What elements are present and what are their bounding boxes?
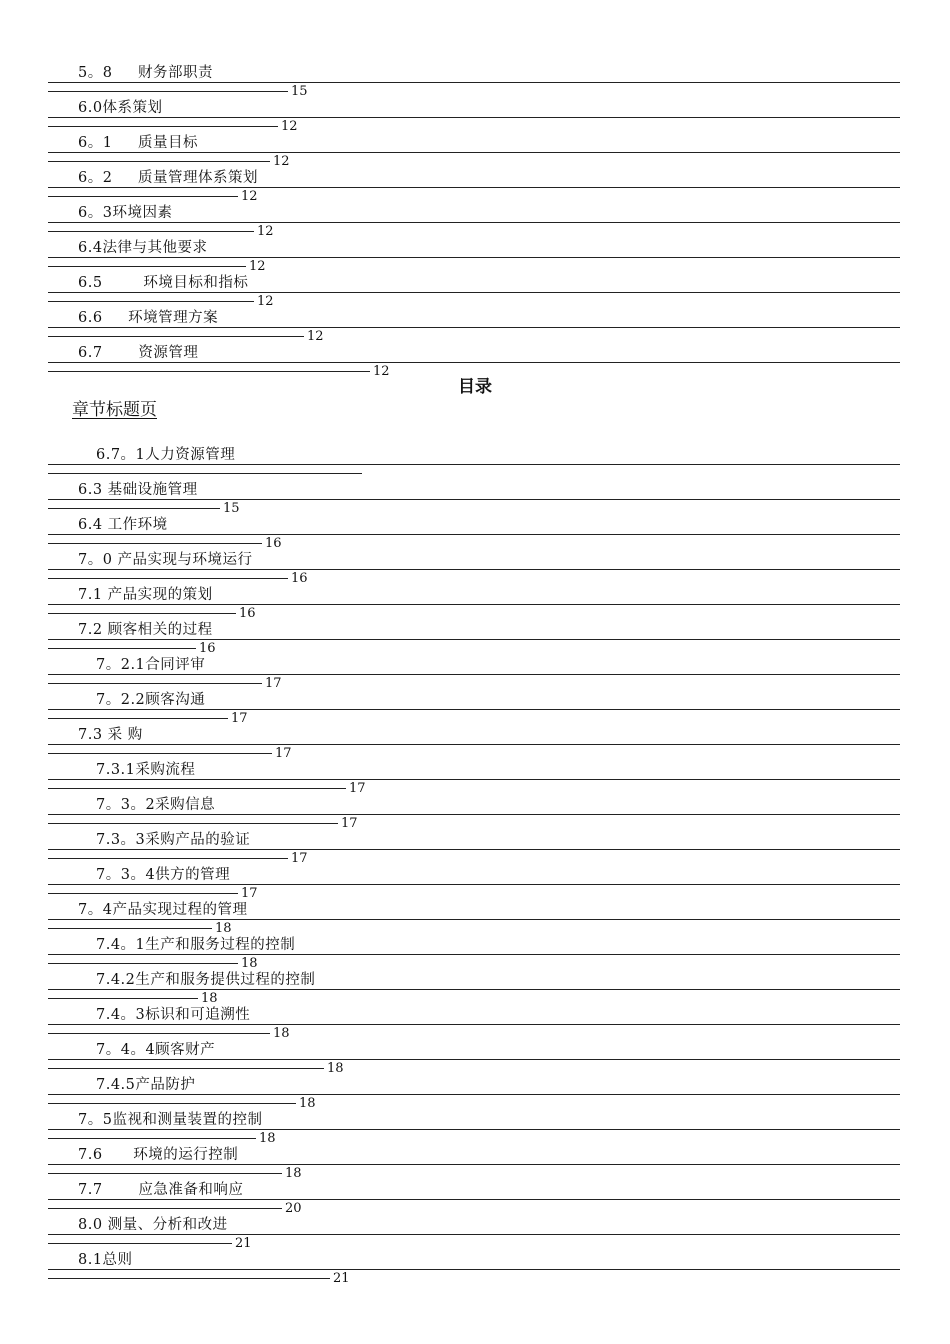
page-leader	[48, 1033, 270, 1034]
toc-entry	[48, 167, 900, 204]
page-leader	[48, 508, 220, 509]
document-heading: 目录	[458, 377, 492, 397]
toc-entry-page: 17	[231, 711, 248, 726]
toc-entry-page: 20	[285, 1201, 302, 1216]
page-leader	[48, 718, 228, 719]
toc-entry	[48, 969, 900, 1006]
leader-line	[48, 814, 900, 815]
page-leader	[48, 788, 346, 789]
toc-entry-title: 7。4产品实现过程的管理	[78, 902, 251, 919]
leader-line	[48, 1199, 900, 1200]
leader-line	[48, 1094, 900, 1095]
leader-line	[48, 569, 900, 570]
toc-entry	[48, 619, 900, 656]
toc-entry-page: 18	[327, 1061, 344, 1076]
toc-entry-page: 12	[273, 154, 290, 169]
toc-entry	[48, 759, 900, 796]
toc-entry	[48, 689, 900, 726]
leader-line	[48, 257, 900, 258]
toc-entry-page: 17	[265, 676, 282, 691]
toc-entry-title: 7。5监视和测量装置的控制	[78, 1112, 266, 1129]
page-leader	[48, 1138, 256, 1139]
leader-line	[48, 919, 900, 920]
toc-entry-page: 12	[373, 364, 390, 379]
toc-entry-title: 7.3。3采购产品的验证	[96, 832, 254, 849]
page-leader	[48, 336, 304, 337]
toc-entry-title: 6.4法律与其他要求	[78, 240, 212, 257]
leader-line	[48, 152, 900, 153]
leader-line	[48, 464, 900, 465]
toc-entry-page: 18	[285, 1166, 302, 1181]
toc-entry-page: 16	[265, 536, 282, 551]
toc-entry-page: 17	[241, 886, 258, 901]
leader-line	[48, 674, 900, 675]
toc-entry	[48, 1004, 900, 1041]
toc-entry-title: 6.5 环境目标和指标	[78, 275, 252, 292]
toc-entry-title: 6.7 资源管理	[78, 345, 202, 362]
leader-line	[48, 499, 900, 500]
toc-entry-title: 6.0体系策划	[78, 100, 167, 117]
toc-entry-title: 6。1 质量目标	[78, 135, 202, 152]
leader-line	[48, 639, 900, 640]
toc-entry	[48, 794, 900, 831]
toc-entry-page: 12	[281, 119, 298, 134]
toc-entry-title: 7。3。4供方的管理	[96, 867, 234, 884]
leader-line	[48, 1234, 900, 1235]
page-leader	[48, 301, 254, 302]
leader-line	[48, 1024, 900, 1025]
toc-entry-page: 16	[199, 641, 216, 656]
toc-entry-page: 16	[291, 571, 308, 586]
toc-entry	[48, 272, 900, 309]
toc-entry	[48, 899, 900, 936]
toc-entry-page: 18	[241, 956, 258, 971]
leader-line	[48, 292, 900, 293]
toc-entry	[48, 654, 900, 691]
toc-entry-page: 18	[259, 1131, 276, 1146]
page-leader	[48, 126, 278, 127]
leader-line	[48, 327, 900, 328]
page-leader	[48, 1173, 282, 1174]
toc-entry-title: 6.6 环境管理方案	[78, 310, 222, 327]
page-leader	[48, 683, 262, 684]
toc-entry-page: 17	[291, 851, 308, 866]
toc-entry-title: 7.3.1采购流程	[96, 762, 199, 779]
toc-entry-title: 7.1 产品实现的策划	[78, 587, 217, 604]
page-leader	[48, 998, 198, 999]
leader-line	[48, 82, 900, 83]
toc-entry	[48, 479, 900, 516]
toc-entry	[48, 724, 900, 761]
toc-entry-title: 6.4 工作环境	[78, 517, 172, 534]
toc-entry	[48, 237, 900, 274]
page-leader	[48, 1278, 330, 1279]
leader-line	[48, 989, 900, 990]
leader-line	[48, 604, 900, 605]
toc-entry-page: 18	[201, 991, 218, 1006]
toc-entry	[48, 1074, 900, 1111]
toc-entry	[48, 307, 900, 344]
page-leader	[48, 893, 238, 894]
page-leader	[48, 823, 338, 824]
page-leader	[48, 1068, 324, 1069]
page-leader	[48, 963, 238, 964]
toc-entry	[48, 62, 900, 99]
toc-entry-page: 12	[257, 224, 274, 239]
toc-entry	[48, 584, 900, 621]
toc-entry-title: 6.7。1人力资源管理	[96, 447, 239, 464]
toc-entry-title: 7.3 采 购	[78, 727, 147, 744]
page-leader	[48, 196, 238, 197]
page-leader	[48, 753, 272, 754]
toc-entry-page: 17	[349, 781, 366, 796]
toc-entry-page: 15	[223, 501, 240, 516]
toc-entry	[48, 514, 900, 551]
toc-entry	[48, 1214, 900, 1251]
toc-entry	[48, 1144, 900, 1181]
toc-entry-title: 7。0 产品实现与环境运行	[78, 552, 257, 569]
toc-entry-page: 17	[341, 816, 358, 831]
column-header: 章节标题页	[72, 400, 157, 420]
toc-entry-title: 5。8 财务部职责	[78, 65, 217, 82]
toc-entry-title: 7.2 顾客相关的过程	[78, 622, 217, 639]
toc-entry-page: 12	[241, 189, 258, 204]
page-leader	[48, 1243, 232, 1244]
toc-entry-page: 18	[299, 1096, 316, 1111]
leader-line	[48, 744, 900, 745]
toc-entry-title: 7。2.1合同评审	[96, 657, 209, 674]
page-leader	[48, 1208, 282, 1209]
toc-entry-page: 15	[291, 84, 308, 99]
toc-entry-title: 7。4。4顾客财产	[96, 1042, 219, 1059]
toc-entry	[48, 97, 900, 134]
toc-entry	[48, 202, 900, 239]
leader-line	[48, 187, 900, 188]
page-leader	[48, 578, 288, 579]
leader-line	[48, 1059, 900, 1060]
page-leader	[48, 161, 270, 162]
toc-entry-page: 18	[215, 921, 232, 936]
toc-entry-page: 12	[257, 294, 274, 309]
toc-entry-title: 6。3环境因素	[78, 205, 176, 222]
page-leader	[48, 91, 288, 92]
leader-line	[48, 1269, 900, 1270]
toc-entry-page: 12	[307, 329, 324, 344]
page-leader	[48, 858, 288, 859]
toc-entry-page: 21	[235, 1236, 252, 1251]
toc-entry	[48, 864, 900, 901]
leader-line	[48, 534, 900, 535]
toc-entry	[48, 549, 900, 586]
leader-line	[48, 954, 900, 955]
page-leader	[48, 543, 262, 544]
page-leader	[48, 928, 212, 929]
leader-line	[48, 1129, 900, 1130]
toc-entry	[48, 444, 900, 478]
toc-entry	[48, 1249, 900, 1286]
leader-line	[48, 884, 900, 885]
toc-entry	[48, 1179, 900, 1216]
leader-line	[48, 117, 900, 118]
toc-entry-page: 16	[239, 606, 256, 621]
page-leader	[48, 613, 236, 614]
leader-line	[48, 849, 900, 850]
toc-entry-title: 8.0 测量、分析和改进	[78, 1217, 232, 1234]
leader-line	[48, 222, 900, 223]
leader-line	[48, 709, 900, 710]
toc-entry-title: 7.4。3标识和可追溯性	[96, 1007, 254, 1024]
toc-entry	[48, 1109, 900, 1146]
toc-entry	[48, 829, 900, 866]
page-leader	[48, 1103, 296, 1104]
toc-entry	[48, 342, 900, 379]
toc-entry-page: 18	[273, 1026, 290, 1041]
leader-line	[48, 779, 900, 780]
toc-entry-page: 12	[249, 259, 266, 274]
toc-entry-title: 7.4.5产品防护	[96, 1077, 199, 1094]
toc-entry-title: 6。2 质量管理体系策划	[78, 170, 262, 187]
toc-entry-title: 7.4。1生产和服务过程的控制	[96, 937, 299, 954]
toc-entry-title: 6.3 基础设施管理	[78, 482, 202, 499]
leader-line	[48, 362, 900, 363]
page-leader	[48, 266, 246, 267]
toc-entry-title: 7.7 应急准备和响应	[78, 1182, 247, 1199]
page-leader	[48, 473, 362, 474]
page-leader	[48, 648, 196, 649]
toc-entry-title: 8.1总则	[78, 1252, 137, 1269]
toc-entry-title: 7。2.2顾客沟通	[96, 692, 209, 709]
toc-entry	[48, 132, 900, 169]
toc-entry-title: 7.4.2生产和服务提供过程的控制	[96, 972, 319, 989]
toc-entry-page: 21	[333, 1271, 350, 1286]
toc-entry-page: 17	[275, 746, 292, 761]
leader-line	[48, 1164, 900, 1165]
toc-entry-title: 7.6 环境的运行控制	[78, 1147, 242, 1164]
toc-entry	[48, 934, 900, 971]
page-leader	[48, 231, 254, 232]
toc-entry	[48, 1039, 900, 1076]
toc-entry-title: 7。3。2采购信息	[96, 797, 219, 814]
